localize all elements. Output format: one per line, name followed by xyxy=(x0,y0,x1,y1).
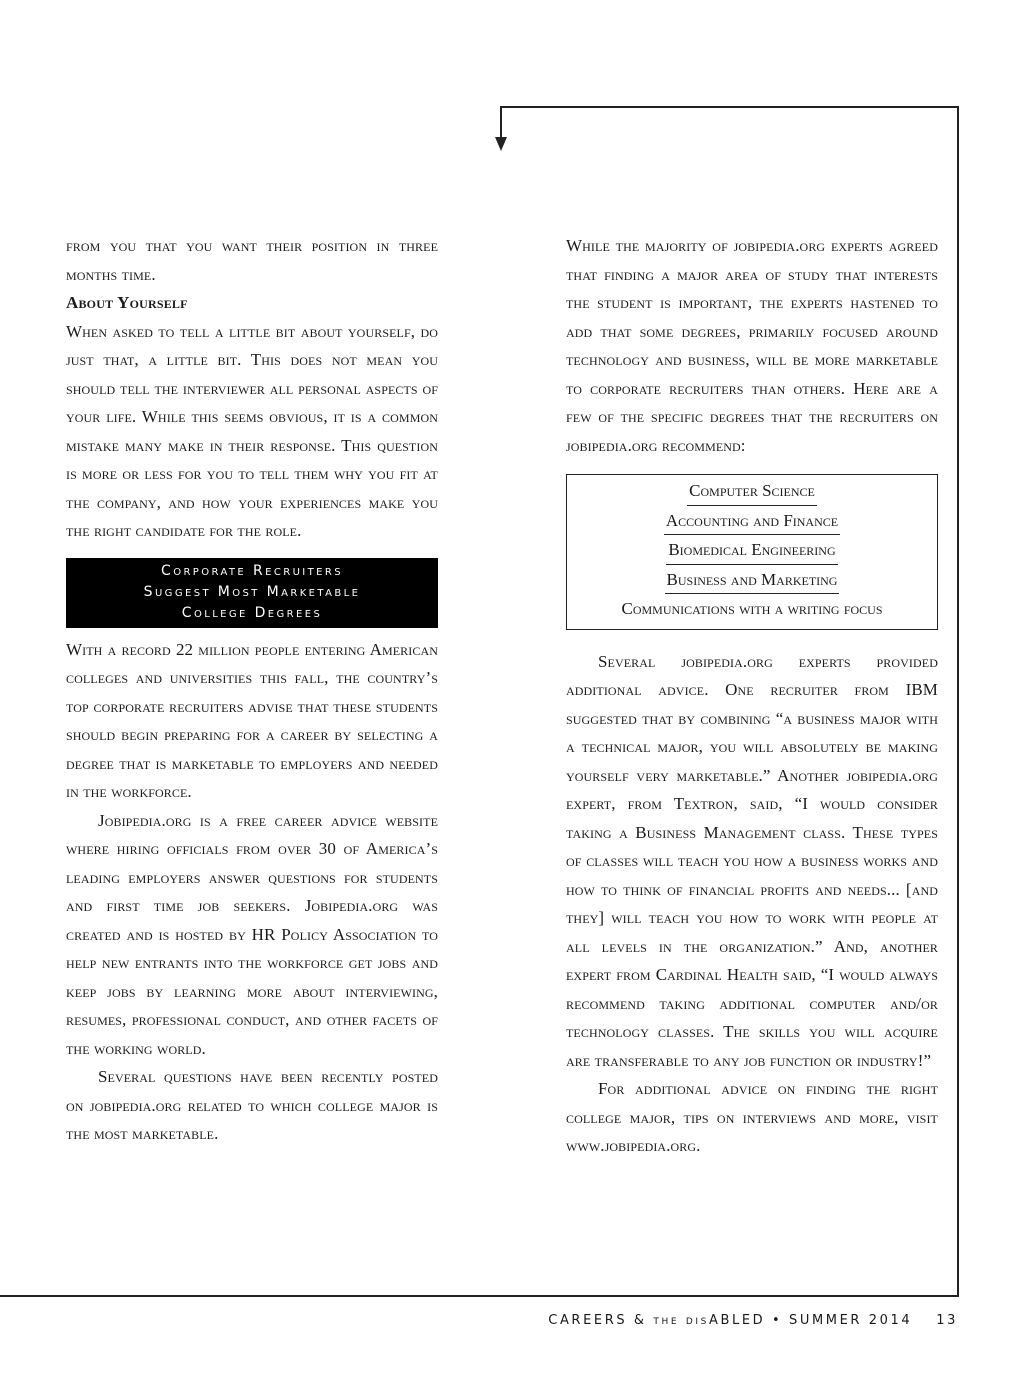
degree-item: Accounting and Finance xyxy=(664,508,840,536)
right-column xyxy=(566,232,938,1161)
degree-item: Computer Science xyxy=(687,478,817,506)
frame-right-rule xyxy=(957,106,959,1296)
sidebar-title-line: College Degrees xyxy=(181,605,323,621)
sidebar-title-line: Corporate Recruiters xyxy=(161,563,343,579)
jobipedia-paragraph: Jobipedia.org is a free career advice website where hiring officials from over 30 of America’s leading employers answer questions for students and first time job seekers. Jobipedia.org was created and is hosted by HR Policy Association to help new entrants into the workforce get jobs and keep jobs by learning more about interviewing, resumes, professional conduct, and other facets of the working world. xyxy=(66,810,438,1058)
degree-item: Biomedical Engineering xyxy=(666,537,837,565)
sidebar-title-line: Suggest Most Marketable xyxy=(143,584,361,600)
page-footer xyxy=(548,1313,958,1328)
degree-item: Business and Marketing xyxy=(665,567,840,595)
about-yourself-paragraph: When asked to tell a little bit about yourself, do just that, a little bit. This does not mean you should tell the interviewer all personal aspects of your life. While this seems obvious, it is a common mistake many make in their response. This question is more or less for you to tell them why you fit at the company, and how your experiences make you the right candidate for the role. xyxy=(66,321,439,540)
questions-paragraph: Several questions have been recently posted on jobipedia.org related to which college major is the most marketable. xyxy=(66,1067,438,1143)
publication-title: CAREERS & the disABLED • SUMMER 2014 xyxy=(548,1313,913,1328)
sidebar-title-box xyxy=(66,558,438,628)
arrow-stem xyxy=(500,106,502,140)
visit-paragraph: For additional advice on finding the right college major, tips on interviews and more, visit www.jobipedia.org. xyxy=(566,1079,938,1155)
page-number: 13 xyxy=(936,1313,958,1328)
section-heading-about-yourself: About Yourself xyxy=(66,293,188,312)
left-column xyxy=(66,232,438,1149)
majority-paragraph: While the majority of jobipedia.org experts agreed that finding a major area of study that interests the student is important, the experts hastened to add that some degrees, primarily focused around technology and business, will be more marketable to corporate recruiters than others. Here are a few of the specific degrees that the recruiters on jobipedia.org recommend: xyxy=(566,236,938,455)
down-arrow-icon xyxy=(495,137,507,151)
frame-bottom-rule xyxy=(0,1295,959,1297)
degree-list-box xyxy=(566,474,938,630)
frame-top-rule xyxy=(500,106,959,108)
continuation-paragraph: from you that you want their position in three months time. xyxy=(66,236,438,284)
degree-item: Communications with a writing focus xyxy=(621,599,883,618)
record-paragraph: With a record 22 million people entering American colleges and universities this fall, the country’s top corporate recruiters advise that these students should begin preparing for a career by selecting a degree that is marketable to employers and needed in the workforce. xyxy=(66,639,438,801)
advice-paragraph: Several jobipedia.org experts provided additional advice. One recruiter from IBM suggested that by combining “a business major with a technical major, you will absolutely be making yourself very marketable.” Another jobipedia.org expert, from Textron, said, “I would consider taking a Business Management class. These types of classes will teach you how a business works and how to think of financial profits and needs... [and they] will teach you how to work with people at all levels in the organization.” And, another expert from Cardinal Health said, “I would always recommend taking additional computer and/or technology classes. The skills you will acquire are transferable to any job function or industry!” xyxy=(566,651,938,1070)
